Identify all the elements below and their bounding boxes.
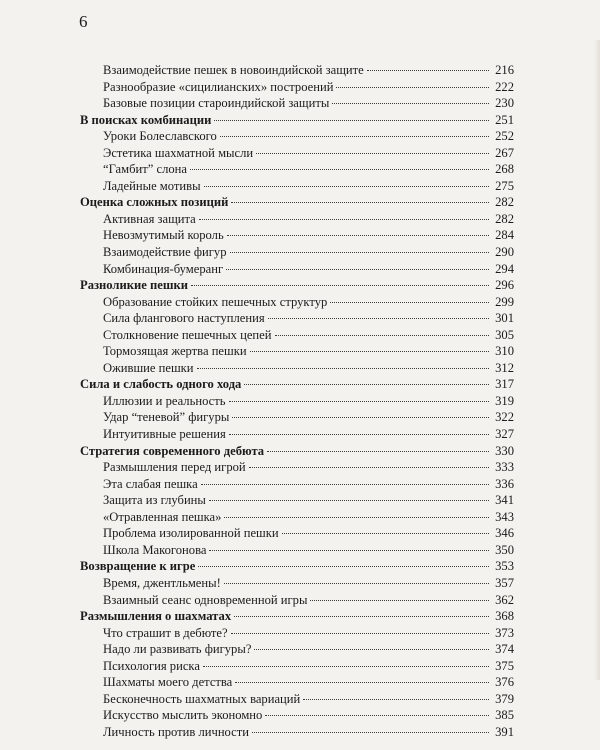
toc-entry-title: “Гамбит” слона [103, 162, 188, 177]
dot-leader [230, 252, 489, 253]
toc-entry-page-number: 341 [495, 493, 514, 508]
toc-entry-page-number: 346 [495, 526, 514, 541]
dot-leader [204, 186, 489, 187]
toc-entry-page-number: 294 [495, 261, 514, 276]
toc-section-entry [80, 558, 514, 575]
toc-entry-title: Разнообразие «сицилианских» построений [103, 79, 334, 94]
dot-leader [224, 517, 489, 518]
toc-entry-page-number: 317 [495, 377, 514, 392]
toc-entry-title: Невозмутимый король [103, 228, 224, 243]
toc-entry-title: Иллюзии и реальность [103, 393, 226, 408]
toc-subsection-entry [80, 161, 514, 178]
toc-entry-title: Искусство мыслить экономно [103, 708, 263, 723]
dot-leader [254, 649, 489, 650]
toc-entry-title: Столкновение пешечных цепей [103, 327, 272, 342]
toc-entry-page-number: 319 [495, 393, 514, 408]
toc-subsection-entry [80, 227, 514, 244]
toc-entry-title: Взаимодействие фигур [103, 245, 227, 260]
toc-entry-title: Время, джентльмены! [103, 575, 221, 590]
toc-subsection-entry [80, 128, 514, 145]
toc-entry-title: Бесконечность шахматных вариаций [103, 691, 301, 706]
toc-subsection-entry [80, 79, 514, 96]
dot-leader [282, 533, 489, 534]
toc-entry-page-number: 391 [495, 724, 514, 739]
toc-entry-title: Сила флангового наступления [103, 311, 265, 326]
toc-subsection-entry [80, 492, 514, 509]
toc-entry-title: В поисках комбинации [80, 112, 212, 127]
toc-subsection-entry [80, 211, 514, 228]
toc-entry-page-number: 373 [495, 625, 514, 640]
toc-entry-title: Шахматы моего детства [103, 675, 233, 690]
toc-subsection-entry [80, 658, 514, 675]
toc-entry-page-number: 353 [495, 559, 514, 574]
toc-entry-title: Размышления о шахматах [80, 609, 232, 624]
toc-entry-title: Оценка сложных позиций [80, 195, 229, 210]
toc-subsection-entry [80, 426, 514, 443]
toc-entry-page-number: 333 [495, 460, 514, 475]
toc-entry-title: Комбинация-бумеранг [103, 261, 224, 276]
toc-entry-page-number: 368 [495, 609, 514, 624]
toc-subsection-entry [80, 244, 514, 261]
dot-leader [232, 417, 489, 418]
toc-subsection-entry [80, 327, 514, 344]
toc-entry-title: Уроки Болеславского [103, 129, 217, 144]
toc-subsection-entry [80, 343, 514, 360]
dot-leader [234, 616, 489, 617]
toc-entry-title: Интуитивные решения [103, 427, 226, 442]
toc-subsection-entry [80, 641, 514, 658]
toc-entry-page-number: 284 [495, 228, 514, 243]
toc-entry-page-number: 251 [495, 112, 514, 127]
toc-entry-title: Ожившие пешки [103, 360, 194, 375]
toc-entry-page-number: 230 [495, 96, 514, 111]
toc-subsection-entry [80, 261, 514, 278]
toc-entry-title: Тормозящая жертва пешки [103, 344, 247, 359]
toc-subsection-entry [80, 178, 514, 195]
toc-entry-page-number: 267 [495, 145, 514, 160]
toc-entry-page-number: 322 [495, 410, 514, 425]
toc-section-entry [80, 112, 514, 129]
toc-entry-page-number: 222 [495, 79, 514, 94]
toc-subsection-entry [80, 310, 514, 327]
dot-leader [198, 566, 489, 567]
dot-leader [209, 500, 489, 501]
dot-leader [336, 87, 489, 88]
toc-subsection-entry [80, 625, 514, 642]
toc-entry-title: Что страшит в дебюте? [103, 625, 228, 640]
dot-leader [197, 368, 489, 369]
dot-leader [250, 351, 489, 352]
toc-subsection-entry [80, 62, 514, 79]
toc-entry-title: Базовые позиции староиндийской защиты [103, 96, 330, 111]
dot-leader [267, 451, 489, 452]
toc-entry-title: Надо ли развивать фигуры? [103, 642, 252, 657]
toc-entry-page-number: 312 [495, 360, 514, 375]
toc-entry-title: Сила и слабость одного хода [80, 377, 242, 392]
toc-entry-page-number: 268 [495, 162, 514, 177]
toc-entry-page-number: 305 [495, 327, 514, 342]
toc-entry-page-number: 216 [495, 63, 514, 77]
toc-entry-page-number: 282 [495, 195, 514, 210]
page-edge-shadow [594, 40, 600, 680]
dot-leader [209, 550, 489, 551]
toc-entry-title: Защита из глубины [103, 493, 206, 508]
toc-entry-page-number: 282 [495, 211, 514, 226]
dot-leader [268, 318, 489, 319]
toc-entry-title: Школа Макогонова [103, 542, 207, 557]
toc-entry-title: Взаимодействие пешек в новоиндийской защите [103, 63, 364, 77]
toc-entry-title: Удар “теневой” фигуры [103, 410, 230, 425]
toc-entry-title: Размышления перед игрой [103, 460, 246, 475]
toc-entry-page-number: 343 [495, 509, 514, 524]
toc-entry-page-number: 299 [495, 294, 514, 309]
toc-entry-page-number: 330 [495, 443, 514, 458]
toc-entry-page-number: 336 [495, 476, 514, 491]
dot-leader [229, 401, 489, 402]
toc-entry-title: Психология риска [103, 658, 200, 673]
toc-subsection-entry [80, 145, 514, 162]
toc-entry-title: Активная защита [103, 211, 196, 226]
toc-section-entry [80, 443, 514, 460]
toc-entry-page-number: 379 [495, 691, 514, 706]
dot-leader [252, 732, 489, 733]
toc-subsection-entry [80, 476, 514, 493]
toc-entry-page-number: 252 [495, 129, 514, 144]
toc-entry-title: Личность против личности [103, 724, 249, 739]
dot-leader [229, 434, 489, 435]
toc-entry-page-number: 327 [495, 427, 514, 442]
toc-subsection-entry [80, 525, 514, 542]
dot-leader [275, 335, 489, 336]
toc-subsection-entry [80, 575, 514, 592]
toc-entry-title: Ладейные мотивы [103, 178, 201, 193]
toc-subsection-entry [80, 691, 514, 708]
toc-entry-page-number: 385 [495, 708, 514, 723]
toc-subsection-entry [80, 393, 514, 410]
toc-entry-title: Взаимный сеанс одновременной игры [103, 592, 308, 607]
table-of-contents [80, 62, 514, 740]
toc-section-entry [80, 376, 514, 393]
toc-entry-page-number: 301 [495, 311, 514, 326]
toc-subsection-entry [80, 360, 514, 377]
toc-entry-title: Эстетика шахматной мысли [103, 145, 254, 160]
toc-subsection-entry [80, 509, 514, 526]
toc-subsection-entry [80, 409, 514, 426]
dot-leader [303, 699, 489, 700]
dot-leader [231, 202, 489, 203]
toc-entry-page-number: 374 [495, 642, 514, 657]
dot-leader [214, 120, 489, 121]
dot-leader [227, 235, 489, 236]
dot-leader [367, 70, 489, 71]
toc-subsection-entry [80, 674, 514, 691]
toc-subsection-entry [80, 95, 514, 112]
dot-leader [256, 153, 489, 154]
dot-leader [191, 285, 489, 286]
dot-leader [224, 583, 489, 584]
toc-section-entry [80, 608, 514, 625]
dot-leader [201, 484, 489, 485]
toc-subsection-entry [80, 724, 514, 741]
toc-entry-title: Проблема изолированной пешки [103, 526, 279, 541]
dot-leader [244, 384, 489, 385]
toc-subsection-entry [80, 459, 514, 476]
toc-entry-page-number: 290 [495, 245, 514, 260]
toc-entry-page-number: 296 [495, 278, 514, 293]
toc-entry-title: Образование стойких пешечных структур [103, 294, 328, 309]
dot-leader [199, 219, 489, 220]
toc-entry-page-number: 357 [495, 575, 514, 590]
dot-leader [231, 633, 489, 634]
toc-entry-page-number: 275 [495, 178, 514, 193]
toc-entry-page-number: 375 [495, 658, 514, 673]
toc-entry-page-number: 376 [495, 675, 514, 690]
toc-entry-title: Эта слабая пешка [103, 476, 198, 491]
toc-entry-title: Разноликие пешки [80, 278, 188, 293]
toc-subsection-entry [80, 294, 514, 311]
toc-entry-page-number: 310 [495, 344, 514, 359]
toc-section-entry [80, 194, 514, 211]
dot-leader [190, 169, 489, 170]
toc-entry-page-number: 350 [495, 542, 514, 557]
toc-subsection-entry [80, 707, 514, 724]
dot-leader [220, 136, 489, 137]
dot-leader [265, 715, 489, 716]
dot-leader [203, 666, 489, 667]
dot-leader [332, 103, 489, 104]
dot-leader [310, 600, 489, 601]
toc-entry-title: Возвращение к игре [80, 559, 196, 574]
toc-subsection-entry [80, 592, 514, 609]
toc-entry-title: «Отравленная пешка» [103, 509, 222, 524]
dot-leader [249, 467, 489, 468]
dot-leader [330, 302, 489, 303]
toc-section-entry [80, 277, 514, 294]
dot-leader [226, 269, 489, 270]
page-number: 6 [79, 12, 88, 31]
dot-leader [235, 682, 489, 683]
toc-entry-page-number: 362 [495, 592, 514, 607]
toc-subsection-entry [80, 542, 514, 559]
toc-entry-title: Стратегия современного дебюта [80, 443, 265, 458]
